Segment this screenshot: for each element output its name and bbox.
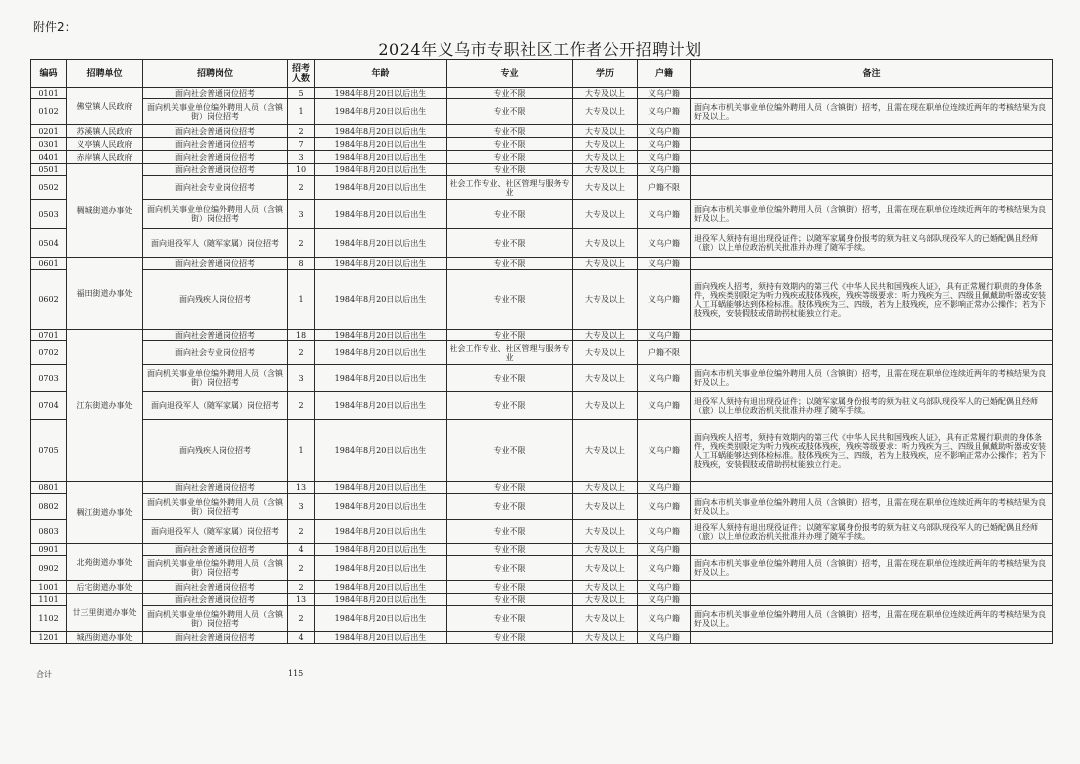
cell-hukou: 义乌户籍 — [638, 520, 691, 544]
cell-code: 0801 — [31, 482, 67, 494]
cell-hukou: 义乌户籍 — [638, 258, 691, 270]
cell-remarks: 面向本市机关事业单位编外聘用人员（含镇街）招考，且需在现在职单位连续近两年的考核结果为良好及以上。 — [691, 99, 1053, 125]
header-count: 招考人数 — [288, 60, 315, 88]
cell-hukou: 义乌户籍 — [638, 392, 691, 420]
cell-education: 大专及以上 — [573, 88, 638, 99]
cell-age: 1984年8月20日以后出生 — [315, 125, 447, 138]
table-row — [31, 88, 1053, 99]
cell-count: 13 — [288, 594, 315, 606]
cell-hukou: 义乌户籍 — [638, 164, 691, 176]
table-row — [31, 99, 1053, 125]
table-row — [31, 330, 1053, 341]
table-row — [31, 341, 1053, 365]
cell-education: 大专及以上 — [573, 581, 638, 594]
cell-hukou: 户籍不限 — [638, 341, 691, 365]
cell-hukou: 义乌户籍 — [638, 581, 691, 594]
cell-code: 0803 — [31, 520, 67, 544]
cell-unit: 城西街道办事处 — [67, 632, 143, 644]
cell-age: 1984年8月20日以后出生 — [315, 138, 447, 151]
header-position: 招聘岗位 — [143, 60, 288, 88]
table-row — [31, 229, 1053, 258]
cell-unit: 北苑街道办事处 — [67, 544, 143, 581]
cell-education: 大专及以上 — [573, 594, 638, 606]
cell-unit: 后宅街道办事处 — [67, 581, 143, 594]
cell-major: 社会工作专业、社区管理与服务专业 — [447, 341, 573, 365]
cell-remarks: 退役军人须持有退出现役证件；以随军家属身份报考的须为驻义乌部队现役军人的已婚配偶且经师（旅）以上单位政治机关批准并办理了随军手续。 — [691, 392, 1053, 420]
cell-hukou: 义乌户籍 — [638, 556, 691, 581]
cell-education: 大专及以上 — [573, 544, 638, 556]
cell-position: 面向社会专业岗位招考 — [143, 176, 288, 200]
cell-major: 专业不限 — [447, 556, 573, 581]
cell-age: 1984年8月20日以后出生 — [315, 176, 447, 200]
cell-code: 0802 — [31, 494, 67, 520]
cell-count: 1 — [288, 270, 315, 330]
cell-major: 专业不限 — [447, 482, 573, 494]
header-major: 专业 — [447, 60, 573, 88]
cell-position: 面向社会普通岗位招考 — [143, 482, 288, 494]
cell-code: 0704 — [31, 392, 67, 420]
cell-count: 2 — [288, 520, 315, 544]
cell-remarks: 退役军人须持有退出现役证件；以随军家属身份报考的须为驻义乌部队现役军人的已婚配偶且经师（旅）以上单位政治机关批准并办理了随军手续。 — [691, 229, 1053, 258]
cell-unit: 稠城街道办事处 — [67, 164, 143, 258]
cell-unit: 廿三里街道办事处 — [67, 594, 143, 632]
cell-remarks — [691, 632, 1053, 644]
table-row — [31, 494, 1053, 520]
cell-major: 专业不限 — [447, 258, 573, 270]
cell-code: 0602 — [31, 270, 67, 330]
cell-position: 面向社会普通岗位招考 — [143, 594, 288, 606]
cell-education: 大专及以上 — [573, 99, 638, 125]
cell-code: 0705 — [31, 420, 67, 482]
table-row — [31, 365, 1053, 392]
cell-count: 10 — [288, 164, 315, 176]
cell-count: 18 — [288, 330, 315, 341]
cell-remarks — [691, 138, 1053, 151]
cell-major: 专业不限 — [447, 99, 573, 125]
cell-remarks — [691, 88, 1053, 99]
cell-code: 1201 — [31, 632, 67, 644]
cell-major: 专业不限 — [447, 229, 573, 258]
cell-remarks — [691, 258, 1053, 270]
cell-education: 大专及以上 — [573, 482, 638, 494]
cell-remarks — [691, 482, 1053, 494]
cell-age: 1984年8月20日以后出生 — [315, 482, 447, 494]
table-row — [31, 556, 1053, 581]
recruitment-plan-table — [30, 59, 1053, 644]
cell-code: 0703 — [31, 365, 67, 392]
table-row — [31, 176, 1053, 200]
cell-education: 大专及以上 — [573, 606, 638, 632]
document-title: 2024年义乌市专职社区工作者公开招聘计划 — [378, 40, 702, 59]
cell-education: 大专及以上 — [573, 520, 638, 544]
cell-code: 0702 — [31, 341, 67, 365]
cell-count: 2 — [288, 392, 315, 420]
recruitment-table-container — [30, 59, 1052, 644]
cell-age: 1984年8月20日以后出生 — [315, 365, 447, 392]
cell-position: 面向残疾人岗位招考 — [143, 270, 288, 330]
cell-count: 3 — [288, 365, 315, 392]
cell-code: 0301 — [31, 138, 67, 151]
cell-major: 专业不限 — [447, 365, 573, 392]
cell-education: 大专及以上 — [573, 270, 638, 330]
cell-code: 0101 — [31, 88, 67, 99]
table-header-row — [31, 60, 1053, 88]
cell-remarks — [691, 164, 1053, 176]
cell-position: 面向社会普通岗位招考 — [143, 632, 288, 644]
cell-count: 2 — [288, 341, 315, 365]
cell-age: 1984年8月20日以后出生 — [315, 229, 447, 258]
cell-code: 0102 — [31, 99, 67, 125]
cell-position: 面向机关事业单位编外聘用人员（含镇街）岗位招考 — [143, 200, 288, 229]
cell-code: 1102 — [31, 606, 67, 632]
cell-position: 面向机关事业单位编外聘用人员（含镇街）岗位招考 — [143, 556, 288, 581]
cell-major: 社会工作专业、社区管理与服务专业 — [447, 176, 573, 200]
table-row — [31, 138, 1053, 151]
cell-code: 1101 — [31, 594, 67, 606]
cell-education: 大专及以上 — [573, 632, 638, 644]
cell-remarks — [691, 544, 1053, 556]
cell-unit: 苏溪镇人民政府 — [67, 125, 143, 138]
header-hukou: 户籍 — [638, 60, 691, 88]
cell-position: 面向退役军人（随军家属）岗位招考 — [143, 229, 288, 258]
cell-remarks — [691, 581, 1053, 594]
cell-code: 1001 — [31, 581, 67, 594]
cell-education: 大专及以上 — [573, 258, 638, 270]
cell-age: 1984年8月20日以后出生 — [315, 164, 447, 176]
cell-count: 1 — [288, 420, 315, 482]
cell-hukou: 义乌户籍 — [638, 544, 691, 556]
cell-major: 专业不限 — [447, 164, 573, 176]
cell-education: 大专及以上 — [573, 330, 638, 341]
cell-count: 8 — [288, 258, 315, 270]
cell-age: 1984年8月20日以后出生 — [315, 556, 447, 581]
cell-major: 专业不限 — [447, 200, 573, 229]
header-unit: 招聘单位 — [67, 60, 143, 88]
cell-position: 面向机关事业单位编外聘用人员（含镇街）岗位招考 — [143, 606, 288, 632]
cell-major: 专业不限 — [447, 151, 573, 164]
cell-code: 0401 — [31, 151, 67, 164]
table-row — [31, 392, 1053, 420]
cell-count: 2 — [288, 556, 315, 581]
cell-hukou: 义乌户籍 — [638, 88, 691, 99]
table-row — [31, 606, 1053, 632]
cell-remarks: 面向本市机关事业单位编外聘用人员（含镇街）招考，且需在现在职单位连续近两年的考核结果为良好及以上。 — [691, 556, 1053, 581]
cell-age: 1984年8月20日以后出生 — [315, 200, 447, 229]
cell-age: 1984年8月20日以后出生 — [315, 494, 447, 520]
cell-age: 1984年8月20日以后出生 — [315, 420, 447, 482]
cell-education: 大专及以上 — [573, 164, 638, 176]
cell-count: 2 — [288, 229, 315, 258]
table-row — [31, 632, 1053, 644]
cell-count: 13 — [288, 482, 315, 494]
cell-remarks — [691, 125, 1053, 138]
attachment-label: 附件2： — [33, 20, 77, 34]
cell-count: 4 — [288, 632, 315, 644]
header-code: 编码 — [31, 60, 67, 88]
cell-hukou: 义乌户籍 — [638, 270, 691, 330]
cell-hukou: 义乌户籍 — [638, 229, 691, 258]
cell-major: 专业不限 — [447, 125, 573, 138]
cell-code: 0701 — [31, 330, 67, 341]
cell-remarks — [691, 341, 1053, 365]
cell-education: 大专及以上 — [573, 392, 638, 420]
cell-major: 专业不限 — [447, 330, 573, 341]
table-row — [31, 270, 1053, 330]
cell-position: 面向社会普通岗位招考 — [143, 88, 288, 99]
cell-major: 专业不限 — [447, 88, 573, 99]
cell-unit: 义亭镇人民政府 — [67, 138, 143, 151]
cell-position: 面向社会普通岗位招考 — [143, 125, 288, 138]
cell-age: 1984年8月20日以后出生 — [315, 151, 447, 164]
cell-major: 专业不限 — [447, 270, 573, 330]
cell-count: 3 — [288, 151, 315, 164]
cell-hukou: 义乌户籍 — [638, 494, 691, 520]
cell-position: 面向社会普通岗位招考 — [143, 138, 288, 151]
header-age: 年龄 — [315, 60, 447, 88]
cell-position: 面向社会普通岗位招考 — [143, 330, 288, 341]
cell-position: 面向退役军人（随军家属）岗位招考 — [143, 392, 288, 420]
cell-age: 1984年8月20日以后出生 — [315, 520, 447, 544]
cell-hukou: 义乌户籍 — [638, 138, 691, 151]
cell-position: 面向机关事业单位编外聘用人员（含镇街）岗位招考 — [143, 365, 288, 392]
cell-major: 专业不限 — [447, 581, 573, 594]
table-row — [31, 544, 1053, 556]
cell-education: 大专及以上 — [573, 365, 638, 392]
cell-remarks: 面向残疾人招考，须持有效期内的第三代《中华人民共和国残疾人证》，具有正常履行职责的身体条件，残疾类别限定为听力残疾或肢体残疾，残疾等级要求：听力残疾为三、四级且佩戴助听器或安装人工耳蜗能够达到体检标准。肢体残疾为三、四级，若为上肢残疾，应不影响正常办公操作；若为下肢残疾，安装假肢或借助拐杖能独立行走。 — [691, 270, 1053, 330]
table-row — [31, 258, 1053, 270]
table-row — [31, 164, 1053, 176]
cell-code: 0502 — [31, 176, 67, 200]
cell-age: 1984年8月20日以后出生 — [315, 392, 447, 420]
cell-age: 1984年8月20日以后出生 — [315, 330, 447, 341]
cell-count: 4 — [288, 544, 315, 556]
cell-hukou: 义乌户籍 — [638, 330, 691, 341]
cell-position: 面向社会普通岗位招考 — [143, 581, 288, 594]
cell-position: 面向机关事业单位编外聘用人员（含镇街）岗位招考 — [143, 99, 288, 125]
cell-count: 3 — [288, 494, 315, 520]
cell-age: 1984年8月20日以后出生 — [315, 258, 447, 270]
cell-remarks — [691, 330, 1053, 341]
cell-unit: 赤岸镇人民政府 — [67, 151, 143, 164]
total-value: 115 — [288, 669, 304, 678]
cell-position: 面向社会普通岗位招考 — [143, 258, 288, 270]
cell-count: 2 — [288, 125, 315, 138]
cell-remarks: 面向本市机关事业单位编外聘用人员（含镇街）招考，且需在现在职单位连续近两年的考核结果为良好及以上。 — [691, 606, 1053, 632]
cell-hukou: 义乌户籍 — [638, 365, 691, 392]
cell-major: 专业不限 — [447, 520, 573, 544]
cell-position: 面向社会普通岗位招考 — [143, 151, 288, 164]
cell-age: 1984年8月20日以后出生 — [315, 594, 447, 606]
cell-remarks: 面向本市机关事业单位编外聘用人员（含镇街）招考，且需在现在职单位连续近两年的考核结果为良好及以上。 — [691, 200, 1053, 229]
cell-education: 大专及以上 — [573, 176, 638, 200]
cell-hukou: 义乌户籍 — [638, 200, 691, 229]
cell-hukou: 义乌户籍 — [638, 151, 691, 164]
cell-age: 1984年8月20日以后出生 — [315, 606, 447, 632]
cell-position: 面向退役军人（随军家属）岗位招考 — [143, 520, 288, 544]
cell-position: 面向社会普通岗位招考 — [143, 164, 288, 176]
cell-major: 专业不限 — [447, 420, 573, 482]
cell-remarks — [691, 176, 1053, 200]
cell-position: 面向残疾人岗位招考 — [143, 420, 288, 482]
table-row — [31, 594, 1053, 606]
cell-education: 大专及以上 — [573, 200, 638, 229]
cell-major: 专业不限 — [447, 632, 573, 644]
cell-major: 专业不限 — [447, 392, 573, 420]
cell-hukou: 义乌户籍 — [638, 125, 691, 138]
cell-code: 0201 — [31, 125, 67, 138]
cell-education: 大专及以上 — [573, 341, 638, 365]
cell-age: 1984年8月20日以后出生 — [315, 581, 447, 594]
table-row — [31, 581, 1053, 594]
cell-count: 2 — [288, 176, 315, 200]
cell-position: 面向社会普通岗位招考 — [143, 544, 288, 556]
cell-count: 3 — [288, 200, 315, 229]
cell-count: 1 — [288, 99, 315, 125]
cell-education: 大专及以上 — [573, 556, 638, 581]
table-row — [31, 520, 1053, 544]
cell-position: 面向机关事业单位编外聘用人员（含镇街）岗位招考 — [143, 494, 288, 520]
cell-major: 专业不限 — [447, 544, 573, 556]
cell-remarks: 面向残疾人招考，须持有效期内的第三代《中华人民共和国残疾人证》，具有正常履行职责的身体条件，残疾类别限定为听力残疾或肢体残疾，残疾等级要求：听力残疾为三、四级且佩戴助听器或安装人工耳蜗能够达到体检标准。肢体残疾为三、四级，若为上肢残疾，应不影响正常办公操作；若为下肢残疾，安装假肢或借助拐杖能独立行走。 — [691, 420, 1053, 482]
table-row — [31, 125, 1053, 138]
cell-code: 0504 — [31, 229, 67, 258]
cell-remarks: 面向本市机关事业单位编外聘用人员（含镇街）招考，且需在现在职单位连续近两年的考核结果为良好及以上。 — [691, 365, 1053, 392]
table-row — [31, 151, 1053, 164]
cell-major: 专业不限 — [447, 138, 573, 151]
header-education: 学历 — [573, 60, 638, 88]
cell-code: 0501 — [31, 164, 67, 176]
cell-education: 大专及以上 — [573, 229, 638, 258]
cell-education: 大专及以上 — [573, 125, 638, 138]
cell-education: 大专及以上 — [573, 151, 638, 164]
cell-education: 大专及以上 — [573, 138, 638, 151]
cell-count: 2 — [288, 581, 315, 594]
cell-count: 2 — [288, 606, 315, 632]
cell-code: 0901 — [31, 544, 67, 556]
cell-education: 大专及以上 — [573, 420, 638, 482]
cell-code: 0902 — [31, 556, 67, 581]
total-label: 合计 — [36, 670, 52, 679]
cell-unit: 福田街道办事处 — [67, 258, 143, 330]
table-row — [31, 420, 1053, 482]
cell-age: 1984年8月20日以后出生 — [315, 99, 447, 125]
cell-hukou: 义乌户籍 — [638, 594, 691, 606]
cell-age: 1984年8月20日以后出生 — [315, 544, 447, 556]
cell-count: 5 — [288, 88, 315, 99]
cell-remarks: 面向本市机关事业单位编外聘用人员（含镇街）招考，且需在现在职单位连续近两年的考核结果为良好及以上。 — [691, 494, 1053, 520]
cell-unit: 稠江街道办事处 — [67, 482, 143, 544]
cell-hukou: 户籍不限 — [638, 176, 691, 200]
cell-remarks: 退役军人须持有退出现役证件；以随军家属身份报考的须为驻义乌部队现役军人的已婚配偶且经师（旅）以上单位政治机关批准并办理了随军手续。 — [691, 520, 1053, 544]
cell-position: 面向社会专业岗位招考 — [143, 341, 288, 365]
cell-hukou: 义乌户籍 — [638, 420, 691, 482]
cell-major: 专业不限 — [447, 594, 573, 606]
cell-hukou: 义乌户籍 — [638, 606, 691, 632]
cell-code: 0503 — [31, 200, 67, 229]
table-row — [31, 482, 1053, 494]
table-row — [31, 200, 1053, 229]
header-remarks: 备注 — [691, 60, 1053, 88]
cell-remarks — [691, 151, 1053, 164]
cell-age: 1984年8月20日以后出生 — [315, 88, 447, 99]
cell-major: 专业不限 — [447, 494, 573, 520]
cell-remarks — [691, 594, 1053, 606]
cell-hukou: 义乌户籍 — [638, 482, 691, 494]
cell-count: 7 — [288, 138, 315, 151]
cell-age: 1984年8月20日以后出生 — [315, 341, 447, 365]
cell-unit: 江东街道办事处 — [67, 330, 143, 482]
table-body — [31, 88, 1053, 644]
cell-education: 大专及以上 — [573, 494, 638, 520]
cell-major: 专业不限 — [447, 606, 573, 632]
cell-age: 1984年8月20日以后出生 — [315, 270, 447, 330]
cell-hukou: 义乌户籍 — [638, 632, 691, 644]
cell-hukou: 义乌户籍 — [638, 99, 691, 125]
cell-code: 0601 — [31, 258, 67, 270]
cell-unit: 佛堂镇人民政府 — [67, 88, 143, 125]
cell-age: 1984年8月20日以后出生 — [315, 632, 447, 644]
